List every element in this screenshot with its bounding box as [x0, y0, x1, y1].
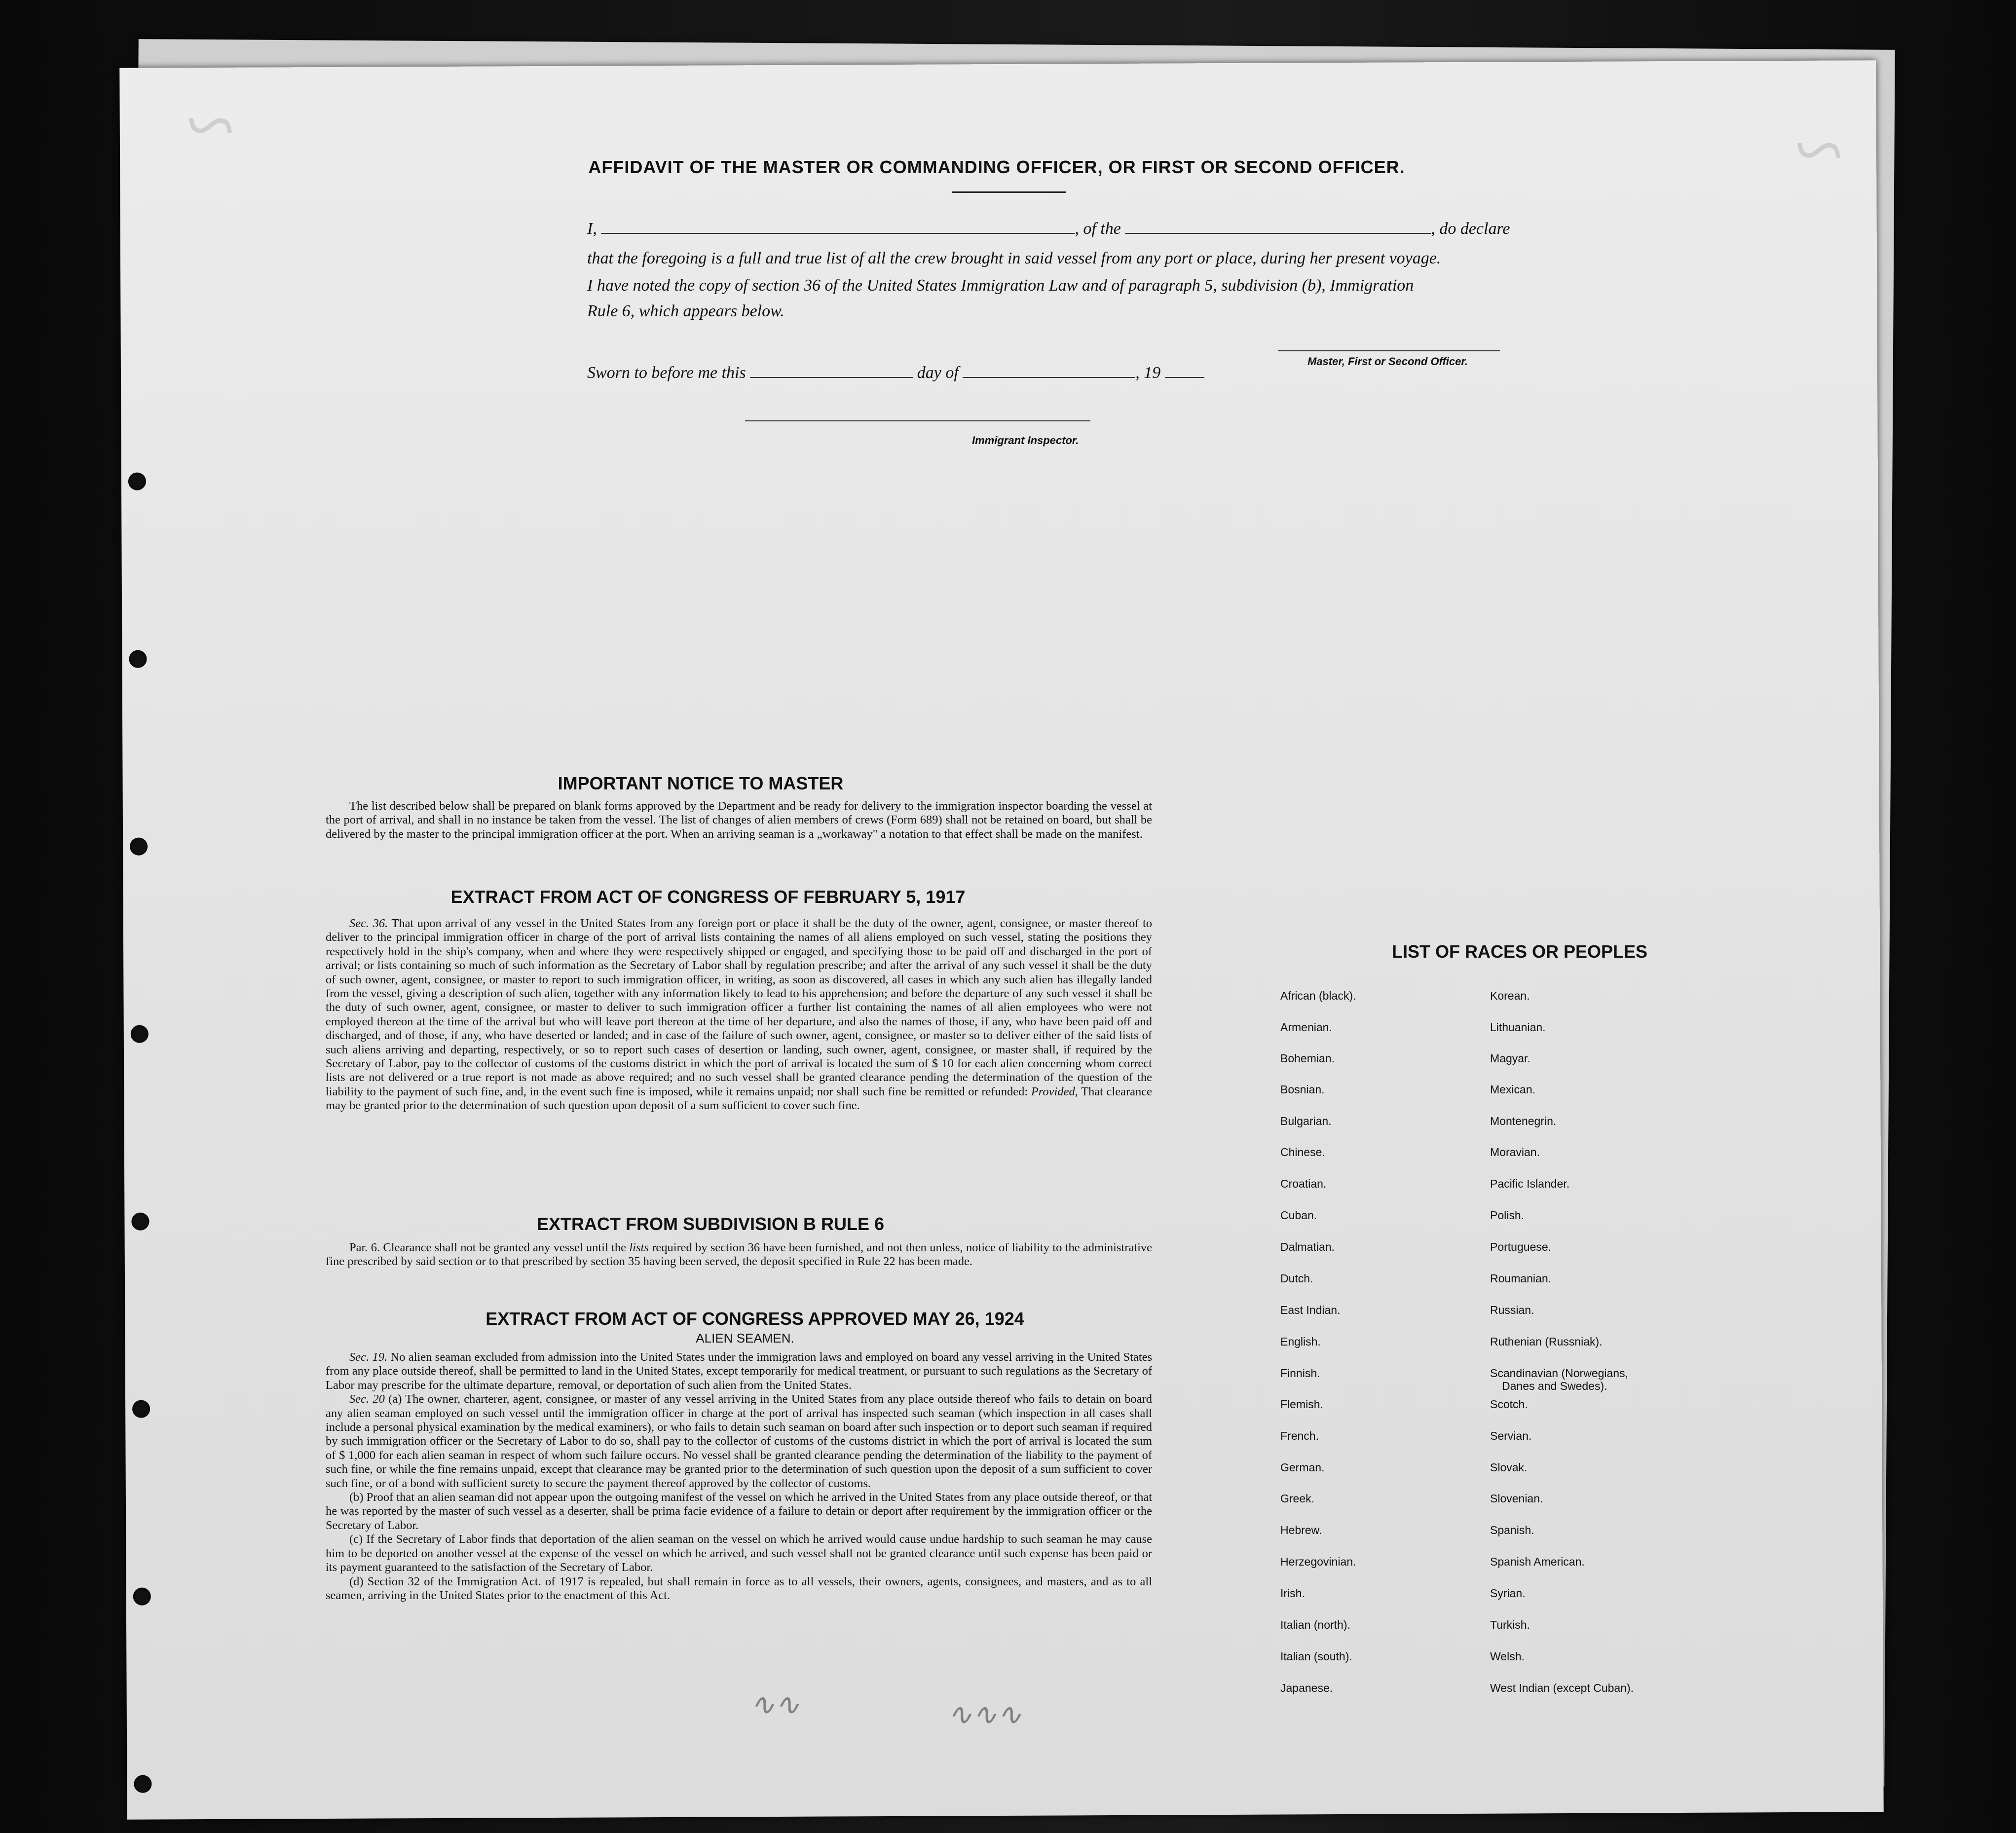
act1924-heading: EXTRACT FROM ACT OF CONGRESS APPROVED MAY 26, 1924 — [485, 1309, 1024, 1329]
race-item: Croatian. — [1280, 1177, 1327, 1190]
punch-hole — [134, 1775, 151, 1793]
sworn-year: , 19 — [1135, 364, 1161, 382]
affidavit-line-2: that the foregoing is a full and true list of all the crew brought in said vessel from any port or place, during her present voyage. — [587, 249, 1441, 267]
inspector-signature-line[interactable] — [745, 420, 1090, 421]
race-item: Korean. — [1490, 989, 1530, 1002]
act1917-section-label: Sec. 36. — [349, 917, 388, 930]
affidavit-i: I, — [587, 220, 597, 238]
notice-body — [326, 799, 1152, 841]
race-item: Dutch. — [1280, 1272, 1313, 1285]
rule6-paragraph-label: Par. 6. — [349, 1241, 380, 1254]
sec20-label: Sec. 20 — [349, 1392, 385, 1406]
sworn-year-blank[interactable] — [1165, 377, 1204, 378]
affidavit-line-4: Rule 6, which appears below. — [587, 302, 784, 320]
rule6-body — [326, 1241, 1152, 1269]
bleed-through-mark: ~ — [187, 76, 236, 174]
rule6-text-b: required by section 36 have been furnished, and not then unless, notice of liability to the administrative fine prescribed by said section or to that prescribed by section 35 having been served, the deposit specified in Rule 22 has been made. — [326, 1241, 1153, 1269]
race-item: African (black). — [1280, 989, 1356, 1002]
race-item: Irish. — [1280, 1587, 1305, 1600]
race-item: Portuguese. — [1490, 1240, 1552, 1253]
sworn-prefix: Sworn to before me this — [587, 364, 746, 382]
master-caption: Master, First or Second Officer. — [1307, 355, 1468, 368]
sec20b-text: (b) Proof that an alien seaman did not appear upon the outgoing manifest of the vessel on which he arrived in the United States from any place outside thereof, or that he was reported by the master of such vessel as a deserter, shall be prima facie evidence of a failure to detain or deport after requirement by the immigration officer or the Secretary of Labor. — [326, 1491, 1152, 1532]
sworn-month-blank[interactable] — [963, 377, 1135, 378]
race-item: Polish. — [1490, 1209, 1525, 1222]
race-item: Magyar. — [1490, 1052, 1531, 1065]
affidavit-title: AFFIDAVIT OF THE MASTER OR COMMANDING OFFICER, OR FIRST OR SECOND OFFICER. — [588, 157, 1405, 177]
act1917-body — [326, 917, 1152, 1113]
race-item: Pacific Islander. — [1490, 1177, 1570, 1190]
race-item: West Indian (except Cuban). — [1490, 1682, 1634, 1694]
act1917-provided: Provided, — [1031, 1085, 1078, 1098]
race-item: Bulgarian. — [1280, 1115, 1332, 1127]
signature-scribble: ∿∿∿ — [947, 1697, 1022, 1732]
punch-hole — [129, 650, 147, 668]
race-item: Moravian. — [1490, 1146, 1540, 1159]
sec19-text: No alien seaman excluded from admission into the United States under the immigration laws and employed on board any vessel arriving in the United States from any place outside thereof, shall be permitted to land in the United States, except temporarily for medical treatment, or pursuant to such regulations as the Secretary of Labor may prescribe for the ultimate departure, removal, or deportation of such alien from the United States. — [326, 1350, 1153, 1392]
rule6-lists-word: lists — [629, 1241, 649, 1254]
sworn-line — [587, 364, 1204, 382]
race-item: Italian (south). — [1280, 1650, 1352, 1663]
bleed-through-mark: ~ — [1796, 101, 1844, 199]
race-item: Flemish. — [1280, 1398, 1323, 1411]
sec19-label: Sec. 19. — [349, 1350, 388, 1364]
act1917-heading: EXTRACT FROM ACT OF CONGRESS OF FEBRUARY 5, 1917 — [450, 887, 966, 907]
act1924-body — [326, 1350, 1152, 1603]
race-item: Scotch. — [1490, 1398, 1528, 1411]
sworn-day-of: day of — [917, 364, 959, 382]
notice-heading: IMPORTANT NOTICE TO MASTER — [558, 773, 844, 793]
race-item: Armenian. — [1280, 1021, 1332, 1034]
race-item: French. — [1280, 1429, 1319, 1442]
race-item: Syrian. — [1490, 1587, 1526, 1600]
act1917-text-a: That upon arrival of any vessel in the United States from any foreign port or place it shall be the duty of the owner, agent, consignee, or master thereof to deliver to the principal immigration officer in charge of the port of arrival lists containing the names of all aliens employed on such vessel, stating the positions they respectively hold in the ship's company, when and where they were respectively shipped or engaged, and specifying those to be paid off and discharged in the port of arrival; or lists containing so much of such information as the Secretary of Labor shall by regulation prescribe; and after the arrival of any such vessel it shall be the duty of such owner, agent, consignee, or master to report to such immigration officer, in writing, as soon as discovered, all cases in which any such alien has illegally landed from the vessel, giving a description of such alien, together with any information likely to lead to his apprehension; and before the departure of any such vessel it shall be the duty of such owner, agent, consignee, or master to deliver to such immigration officer a further list containing the names of all alien employees who were not employed thereon at the time of the arrival but who will leave port thereon at the time of her departure, and also the names of those, if any, who have been paid off and discharged, and of those, if any, who have deserted or landed; and in case of the failure of such owner, agent, consignee, or master so to deliver either of the said lists of such aliens arriving and departing, respectively, or so to report such cases of desertion or landing, such owner, agent, consignee, or master shall, if required by the Secretary of Labor, pay to the collector of customs of the customs district in which the port of arrival is located the sum of $ 10 for each alien concerning whom correct lists are not delivered or a true report is not made as above required; and no such vessel shall be granted clearance pending the determination of the question of the liability to the payment of such fine, and, in the event such fine is imposed, while it remains unpaid; nor shall such fine be remitted or refunded: — [326, 917, 1152, 1098]
punch-hole — [132, 1400, 150, 1418]
act1917-text-b: That clearance may be granted prior to the determination of such question upon deposit of a sum sufficient to cover such fine. — [326, 1085, 1153, 1113]
vessel-blank[interactable] — [1125, 233, 1431, 234]
race-item: Bosnian. — [1280, 1083, 1325, 1096]
race-item: Herzegovinian. — [1280, 1555, 1356, 1568]
sworn-day-blank[interactable] — [750, 377, 913, 378]
race-item: Ruthenian (Russniak). — [1490, 1335, 1603, 1348]
race-item: Spanish. — [1490, 1524, 1534, 1536]
race-item: East Indian. — [1280, 1304, 1341, 1316]
race-item: Montenegrin. — [1490, 1115, 1557, 1127]
affidavit-title-rule — [952, 191, 1066, 193]
signature-scribble: ∿∿ — [750, 1687, 800, 1722]
race-item: Bohemian. — [1280, 1052, 1335, 1065]
master-signature-line[interactable] — [1278, 350, 1500, 351]
race-item: Cuban. — [1280, 1209, 1317, 1222]
punch-hole — [131, 1213, 149, 1231]
punch-hole — [128, 473, 146, 490]
affidavit-line-3: I have noted the copy of section 36 of the United States Immigration Law and of paragraph 5, subdivision (b), Immigration — [587, 276, 1414, 295]
race-item: Scandinavian (Norwegians, — [1490, 1367, 1628, 1380]
name-blank[interactable] — [601, 233, 1075, 234]
race-item: Slovak. — [1490, 1461, 1528, 1474]
inspector-caption: Immigrant Inspector. — [972, 434, 1079, 447]
race-item: Lithuanian. — [1490, 1021, 1546, 1034]
races-heading: LIST OF RACES OR PEOPLES — [1391, 941, 1648, 962]
sec20d-text: (d) Section 32 of the Immigration Act. of 1917 is repealed, but shall remain in force as to all vessels, their owners, agents, consignees, and masters, and as to all seamen, arriving in the United States prior to the enactment of this Act. — [326, 1574, 1152, 1602]
affidavit-of-the: , of the — [1075, 220, 1121, 238]
affidavit-line-1 — [587, 220, 1510, 238]
race-item: Roumanian. — [1490, 1272, 1552, 1285]
race-item: Danes and Swedes). — [1502, 1380, 1607, 1392]
race-item: Slovenian. — [1490, 1492, 1543, 1505]
notice-text: The list described below shall be prepared on blank forms approved by the Department and be ready for delivery to the immigration inspector boarding the vessel at the port of arrival, and shall in no instance be taken from the vessel. The list of changes of alien members of crews (Form 689) shall not be retained on board, but shall be delivered by the master to the principal immigration officer at the port. When an arriving seaman is a „workaway" a notation to that effect shall be made on the manifest. — [326, 799, 1152, 841]
race-item: Mexican. — [1490, 1083, 1536, 1096]
act1924-subheading: ALIEN SEAMEN. — [696, 1331, 794, 1346]
punch-hole — [131, 1025, 149, 1043]
affidavit-declare: , do declare — [1431, 220, 1510, 238]
rule6-heading: EXTRACT FROM SUBDIVISION B RULE 6 — [536, 1214, 885, 1234]
punch-hole — [130, 838, 148, 856]
race-item: Finnish. — [1280, 1367, 1320, 1380]
race-item: English. — [1280, 1335, 1321, 1348]
race-item: Spanish American. — [1490, 1555, 1585, 1568]
edge-mark: ⌐ — [1826, 1737, 1855, 1777]
race-item: Italian (north). — [1280, 1618, 1350, 1631]
race-item: Chinese. — [1280, 1146, 1325, 1159]
race-item: Japanese. — [1280, 1682, 1333, 1694]
race-item: Servian. — [1490, 1429, 1532, 1442]
race-item: German. — [1280, 1461, 1325, 1474]
rule6-text-a: Clearance shall not be granted any vessel until the — [383, 1241, 627, 1254]
race-item: Russian. — [1490, 1304, 1534, 1316]
race-item: Welsh. — [1490, 1650, 1525, 1663]
sec20c-text: (c) If the Secretary of Labor finds that deportation of the alien seaman on the vessel on which he arrived would cause undue hardship to such seaman he may cause him to be deported on another vessel at the expense of the vessel on which he arrived, and such vessel shall not be granted clearance until such expense has been paid or its payment guaranteed to the satisfaction of the Secretary of Labor. — [326, 1533, 1152, 1574]
race-item: Turkish. — [1490, 1618, 1530, 1631]
race-item: Hebrew. — [1280, 1524, 1322, 1536]
punch-hole — [133, 1588, 151, 1606]
race-item: Dalmatian. — [1280, 1240, 1335, 1253]
race-item: Greek. — [1280, 1492, 1315, 1505]
sec20a-text: (a) The owner, charterer, agent, consignee, or master of any vessel arriving in the United States from any place outside thereof who fails to detain on board any alien seaman employed on such vessel until the immigration officer in charge at the port of arrival has inspected such seaman (which inspection in all cases shall include a personal physical examination by the medical examiners), or who fails to detain such seaman on board after such inspection or to deport such seaman if required by such immigration officer or the Secretary of Labor to do so, shall pay to the collector of customs of the customs district in which the port of arrival is located the sum of $ 1,000 for each alien seaman in respect of whom such failure occurs. No vessel shall be granted clearance pending the determination of the liability to the payment of such fine, or while the fine remains unpaid, except that clearance may be granted prior to the determination of such question upon the deposit of a sum sufficient to cover such fine, or of a bond with sufficient surety to secure the payment thereof approved by the collector of customs. — [326, 1392, 1153, 1490]
